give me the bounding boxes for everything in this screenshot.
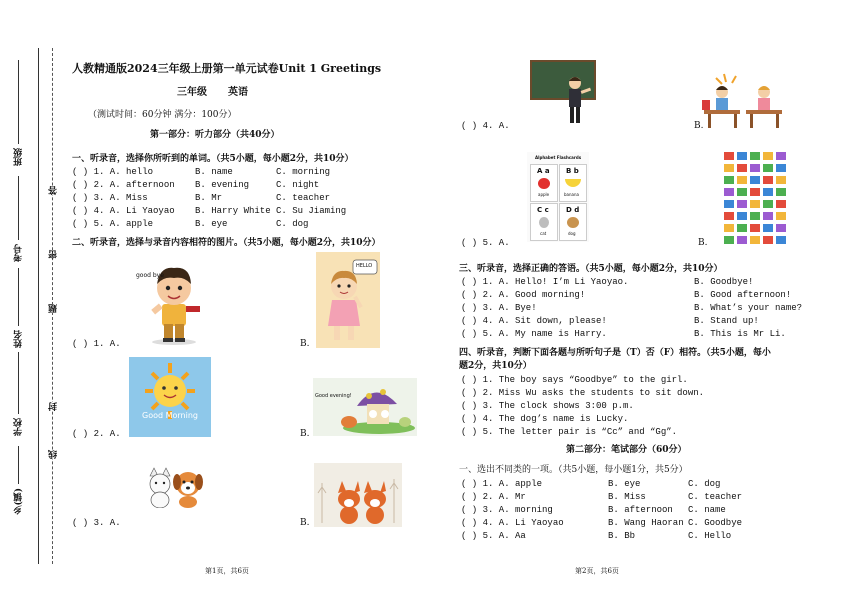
s1-q5-c: C. dog	[276, 219, 309, 229]
exam-info: （测试时间：60分钟 满分：100分）	[88, 110, 237, 120]
section2-heading: 二、听录音，选择与录音内容相符的图片。（共5小题，每小题2分，共10分）	[72, 238, 381, 248]
s5-q1[interactable]: ( ) 1. A. apple	[461, 479, 543, 489]
binding-line-outer	[38, 48, 39, 564]
s4-q1[interactable]: ( ) 1. The boy says “Goodbye” to the girl.	[461, 375, 688, 385]
name-blank[interactable]	[18, 268, 19, 326]
s4-q2[interactable]: ( ) 2. Miss Wu asks the students to sit down.	[461, 388, 705, 398]
s2-q4-b[interactable]: B.	[694, 121, 704, 131]
s2-q5[interactable]: ( ) 5. A.	[461, 238, 510, 248]
s2-q2[interactable]: ( ) 2. A.	[72, 429, 121, 439]
s2-q1[interactable]: ( ) 1. A.	[72, 339, 121, 349]
s1-q2-c: C. night	[276, 180, 320, 190]
seal-char-3: 题	[49, 304, 59, 313]
s2-q3-b[interactable]: B.	[300, 518, 310, 528]
s3-q2[interactable]: ( ) 2. A. Good morning!	[461, 290, 586, 300]
s1-q4[interactable]: ( ) 4. A. Li Yaoyao	[72, 206, 175, 216]
page2-footer: 第2页，共6页	[575, 567, 619, 575]
boy-goodbye-image	[134, 254, 214, 346]
alphabet-flashcards-image	[527, 152, 589, 242]
s1-q2[interactable]: ( ) 2. A. afternoon	[72, 180, 175, 190]
cat-icon	[539, 217, 549, 228]
s1-q1-c: C. morning	[276, 167, 331, 177]
s3-q4[interactable]: ( ) 4. A. Sit down, please!	[461, 316, 607, 326]
page1-footer: 第1页，共6页	[205, 567, 249, 575]
s5-q4-b: B. Wang Haoran	[608, 518, 684, 528]
name-label: 姓名	[14, 330, 24, 348]
flashcard-c: C c cat	[530, 203, 558, 241]
s2-q3[interactable]: ( ) 3. A.	[72, 518, 121, 528]
flashcard-b: B b banana	[559, 164, 587, 202]
s5-q2-b: B. Miss	[608, 492, 646, 502]
s5-q5-c: C. Hello	[688, 531, 732, 541]
s4-q5[interactable]: ( ) 5. The letter pair is “Cc” and “Gg”.	[461, 427, 678, 437]
foxes-image	[314, 463, 402, 527]
section4-heading-line1: 四、听录音，判断下面各题与所听句子是（T）否（F）相符。（共5小题，每小	[459, 348, 771, 358]
s2-q4[interactable]: ( ) 4. A.	[461, 121, 510, 131]
flashcards-title: Alphabet Flashcards	[535, 155, 582, 160]
teacher-blackboard-image	[529, 59, 597, 127]
flashcard-d: D d dog	[559, 203, 587, 241]
s1-q5-b: B. eye	[195, 219, 228, 229]
s1-q3-b: B. Mr	[195, 193, 223, 203]
s1-q2-b: B. evening	[195, 180, 250, 190]
s4-q3[interactable]: ( ) 3. The clock shows 3:00 p.m.	[461, 401, 634, 411]
s1-q3[interactable]: ( ) 3. A. Miss	[72, 193, 148, 203]
hello-bubble: HELLO	[356, 263, 373, 269]
good-evening-text: Good evening!	[315, 393, 352, 399]
s1-q4-b: B. Harry White	[195, 206, 271, 216]
s2-q5-b[interactable]: B.	[698, 238, 708, 248]
s3-q3[interactable]: ( ) 3. A. Bye!	[461, 303, 537, 313]
school-label: 学校	[14, 418, 24, 436]
alphabet-chart-image	[722, 150, 788, 246]
seal-char-4: 封	[49, 402, 59, 411]
good-morning-sun-image	[129, 357, 211, 437]
good-morning-text: Good Morning	[142, 411, 198, 420]
s5-q3[interactable]: ( ) 3. A. morning	[461, 505, 553, 515]
s5-q5[interactable]: ( ) 5. A. Aa	[461, 531, 526, 541]
section3-heading: 三、听录音，选择正确的答语。（共5小题，每小题2分，共10分）	[459, 264, 723, 274]
s3-q2-b: B. Good afternoon!	[694, 290, 792, 300]
section1-heading: 一、听录音，选择你所听到的单词。（共5小题，每小题2分，共10分）	[72, 154, 354, 164]
s1-q1[interactable]: ( ) 1. A. hello	[72, 167, 154, 177]
classroom-kids-image	[700, 72, 786, 130]
class-label: 班级	[14, 148, 24, 166]
s4-q4[interactable]: ( ) 4. The dog’s name is Lucky.	[461, 414, 629, 424]
goodbye-bubble: good bye	[136, 272, 164, 279]
part2-heading: 第二部分：笔试部分（60分）	[566, 445, 687, 455]
s5-q3-c: C. name	[688, 505, 726, 515]
school-blank[interactable]	[18, 352, 19, 414]
s5-q3-b: B. afternoon	[608, 505, 673, 515]
grade-label: 三年级	[177, 87, 207, 98]
s5-q1-b: B. eye	[608, 479, 641, 489]
part1-heading: 第一部分：听力部分（共40分）	[150, 130, 280, 140]
class-blank[interactable]	[18, 60, 19, 144]
s2-q1-b[interactable]: B.	[300, 339, 310, 349]
s1-q4-c: C. Su Jiaming	[276, 206, 347, 216]
s5-q2-c: C. teacher	[688, 492, 743, 502]
s5-q4[interactable]: ( ) 4. A. Li Yaoyao	[461, 518, 564, 528]
s3-q1-b: B. Goodbye!	[694, 277, 754, 287]
town-label: 乡(镇)	[14, 488, 24, 515]
s3-q5[interactable]: ( ) 5. A. My name is Harry.	[461, 329, 607, 339]
section4-heading-line2: 题2分，共10分）	[459, 361, 532, 371]
s5-q5-b: B. Bb	[608, 531, 636, 541]
s1-q3-c: C. teacher	[276, 193, 331, 203]
subject-label: 英语	[228, 87, 248, 98]
seal-char-2: 密	[49, 250, 59, 259]
seal-char-5: 线	[49, 450, 59, 459]
town-blank[interactable]	[18, 446, 19, 484]
s5-q1-c: C. dog	[688, 479, 721, 489]
s5-q2[interactable]: ( ) 2. A. Mr	[461, 492, 526, 502]
flashcard-a: A a apple	[530, 164, 558, 202]
apple-icon	[538, 178, 550, 189]
s1-q5[interactable]: ( ) 5. A. apple	[72, 219, 154, 229]
dog-icon	[567, 217, 579, 228]
seal-char-1: 答	[49, 186, 59, 195]
exam-title: 人教精通版2024三年级上册第一单元试卷Unit 1 Greetings	[72, 62, 382, 75]
s3-q3-b: B. What’s your name?	[694, 303, 803, 313]
s1-q1-b: B. name	[195, 167, 233, 177]
number-label: 考号	[14, 244, 24, 262]
section5-heading: 一、选出不同类的一项。（共5小题，每小题1分，共5分）	[459, 465, 688, 475]
s2-q2-b[interactable]: B.	[300, 429, 310, 439]
s3-q5-b: B. This is Mr Li.	[694, 329, 786, 339]
banana-icon	[565, 179, 581, 187]
s5-q4-c: C. Goodbye	[688, 518, 743, 528]
number-blank[interactable]	[18, 176, 19, 240]
cat-dog-image	[144, 466, 206, 508]
good-evening-image	[313, 378, 417, 436]
s3-q1[interactable]: ( ) 1. A. Hello! I’m Li Yaoyao.	[461, 277, 629, 287]
s3-q4-b: B. Stand up!	[694, 316, 759, 326]
